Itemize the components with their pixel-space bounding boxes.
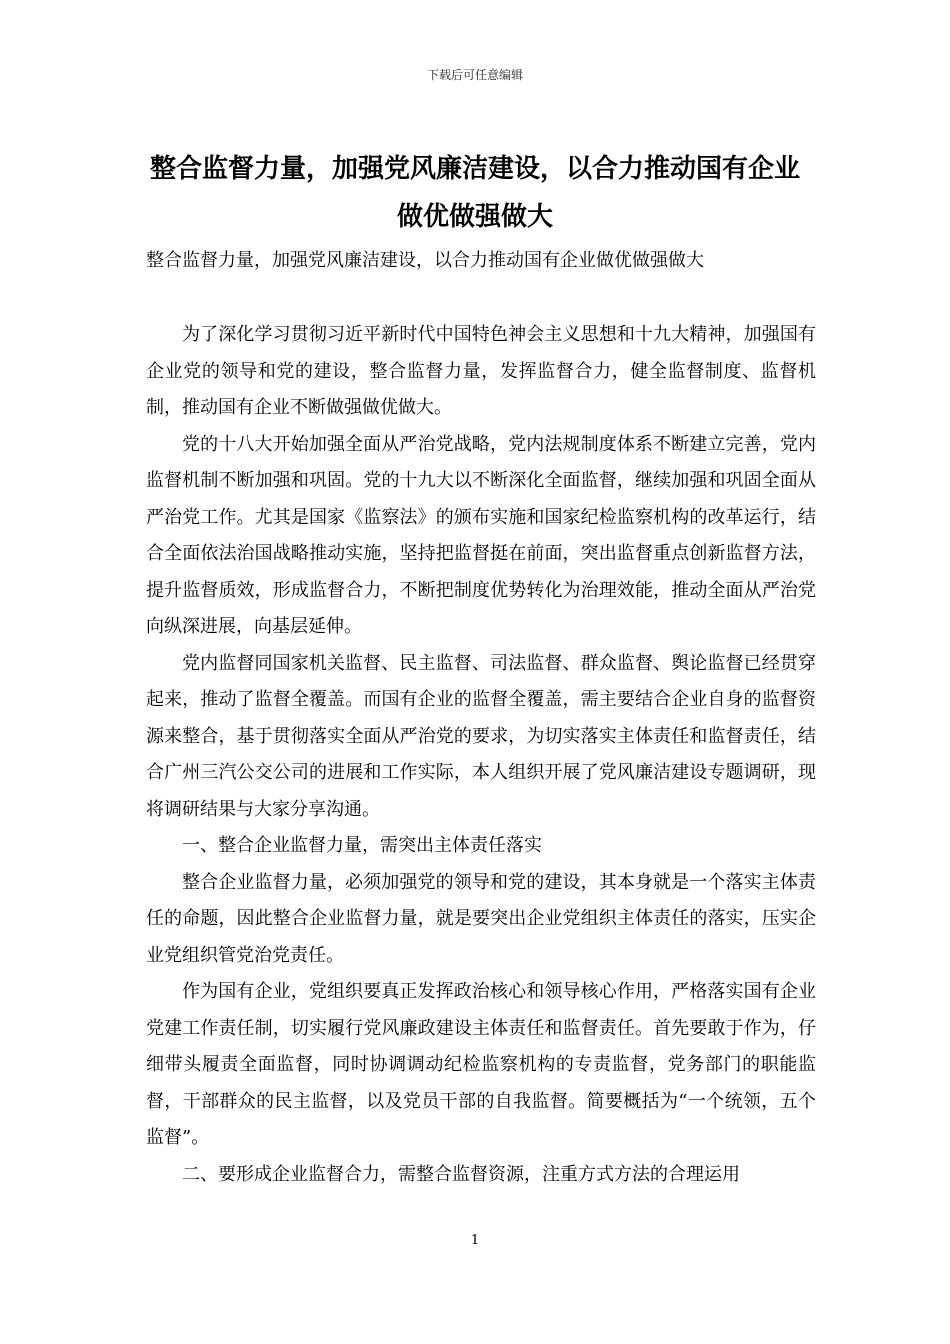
section-heading-2: 二、要形成企业监督合力，需整合监督资源，注重方式方法的合理运用 [182, 1163, 740, 1185]
section-heading-1: 一、整合企业监督力量，需突出主体责任落实 [182, 835, 542, 856]
paragraph-section-1a: 整合企业监督力量，必须加强党的领导和党的建设，其本身就是一个落实主体责任的命题，因此整合企业监督力量，就是要突出企业党组织主体责任的落实，压实企业党组织管党治党责任。 [146, 871, 816, 966]
paragraph-context: 党内监督同国家机关监督、民主监督、司法监督、群众监督、舆论监督已经贯穿起来，推动了监督全覆盖。而国有企业的监督全覆盖，需主要结合企业自身的监督资源来整合，基于贯彻落实全面从严治党的要求，为切实落实主体责任和监督责任，结合广州三汽公交公司的进展和工作实际，本人组织开展了党风廉洁建设专题调研，现将调研结果与大家分享沟通。 [146, 652, 816, 820]
paragraph-background: 党的十八大开始加强全面从严治党战略，党内法规制度体系不断建立完善，党内监督机制不断加强和巩固。党的十九大以不断深化全面监督，继续加强和巩固全面从严治党工作。尤其是国家《监察法》的颁布实施和国家纪检监察机构的改革运行，结合全面依法治国战略推动实施，坚持把监督挺在前面，突出监督重点创新监督方法，提升监督质效，形成监督合力，不断把制度优势转化为治理效能，推动全面从严治党向纵深进展，向基层延伸。 [146, 433, 816, 637]
document-title-line-2: 做优做强做大 [396, 202, 553, 232]
header-note: 下载后可任意编辑 [426, 68, 523, 82]
document-subtitle: 整合监督力量，加强党风廉洁建设，以合力推动国有企业做优做强做大 [146, 250, 704, 271]
paragraph-section-1b: 作为国有企业，党组织要真正发挥政治核心和领导核心作用，严格落实国有企业党建工作责任制，切实履行党风廉政建设主体责任和监督责任。首先要敢于作为，仔细带头履责全面监督，同时协调调动纪检监察机构的专责监督，党务部门的职能监督，干部群众的民主监督，以及党员干部的自我监督。简要概括为“一个统领，五个监督”。 [146, 981, 816, 1148]
page-number: 1 [470, 1233, 480, 1248]
document-title-line-1: 整合监督力量，加强党风廉洁建设，以合力推动国有企业 [149, 154, 800, 184]
paragraph-intro: 为了深化学习贯彻习近平新时代中国特色神会主义思想和十九大精神，加强国有企业党的领导和党的建设，整合监督力量，发挥监督合力，健全监督制度、监督机制，推动国有企业不断做强做优做大。 [146, 324, 816, 418]
document-body [146, 317, 816, 1193]
